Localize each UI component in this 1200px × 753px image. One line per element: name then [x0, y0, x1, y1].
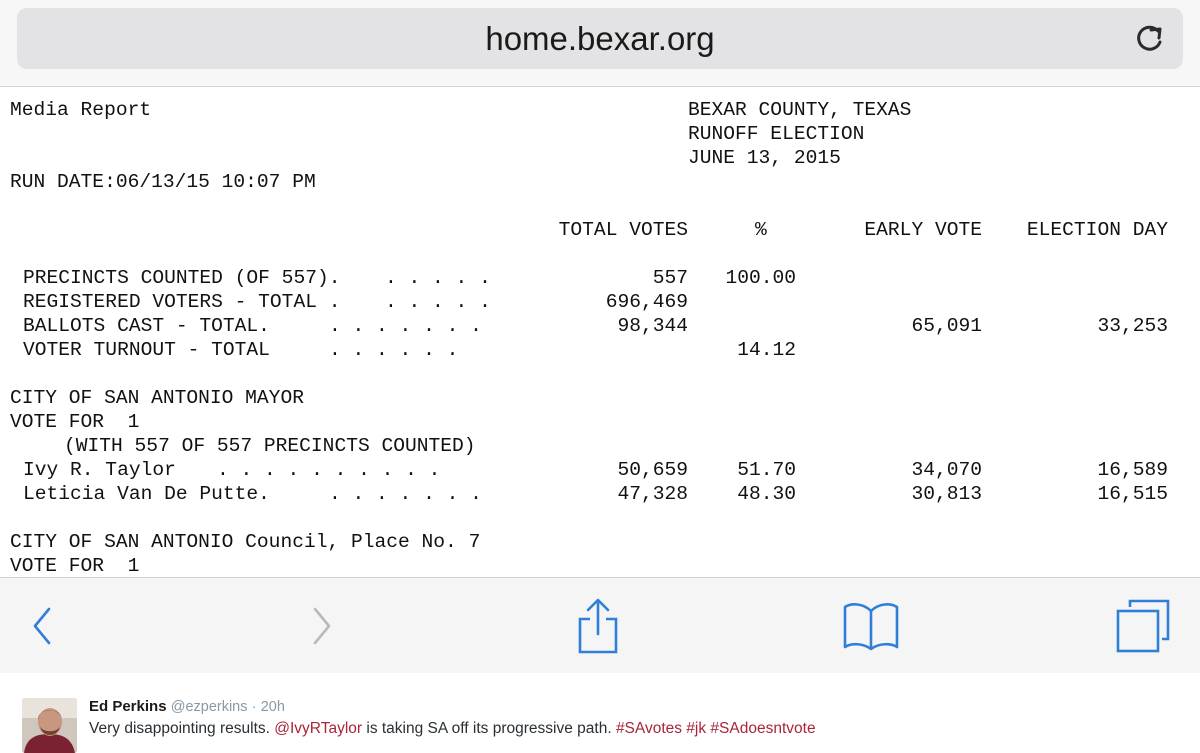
candidate-name: Ivy R. Taylor: [23, 459, 176, 481]
row-label: REGISTERED VOTERS - TOTAL .: [23, 291, 341, 313]
col-header-total-votes: TOTAL VOTES: [558, 219, 688, 241]
row-early: 65,091: [911, 315, 982, 337]
chevron-left-icon: [30, 606, 54, 646]
report-date: JUNE 13, 2015: [688, 147, 841, 169]
row-dots: . . . . . . .: [329, 483, 482, 505]
report-title: Media Report: [10, 99, 152, 121]
browser-toolbar: [0, 577, 1200, 673]
tweet-text-part: Very disappointing results.: [89, 720, 275, 737]
candidate-total: 50,659: [617, 459, 688, 481]
share-button[interactable]: [570, 578, 626, 673]
row-dots: . . . . . .: [329, 339, 459, 361]
row-total: 98,344: [617, 315, 688, 337]
candidate-pct: 51.70: [737, 459, 796, 481]
mayor-vote-for: VOTE FOR 1: [10, 411, 140, 433]
book-icon: [841, 599, 901, 653]
tweet-time[interactable]: 20h: [260, 699, 285, 715]
report-county: BEXAR COUNTY, TEXAS: [688, 99, 912, 121]
candidate-day: 16,515: [1097, 483, 1168, 505]
forward-button[interactable]: [300, 578, 344, 673]
row-pct: 100.00: [725, 267, 796, 289]
row-dots: . . . . . . .: [329, 315, 482, 337]
candidate-early: 34,070: [911, 459, 982, 481]
mayor-heading: CITY OF SAN ANTONIO MAYOR: [10, 387, 304, 409]
tweet-mention[interactable]: @IvyRTaylor: [274, 720, 363, 737]
candidate-name: Leticia Van De Putte.: [23, 483, 270, 505]
row-label: VOTER TURNOUT - TOTAL: [23, 339, 270, 361]
report-election: RUNOFF ELECTION: [688, 123, 865, 145]
row-dots: . . . . .: [385, 267, 491, 289]
chevron-right-icon: [310, 606, 334, 646]
tweet-text-part: is taking SA off its progressive path.: [362, 720, 616, 737]
tweet-hashtags[interactable]: #SAvotes #jk #SAdoesntvote: [615, 720, 816, 737]
row-dots: . . . . .: [385, 291, 491, 313]
row-label: BALLOTS CAST - TOTAL.: [23, 315, 270, 337]
candidate-total: 47,328: [617, 483, 688, 505]
back-button[interactable]: [20, 578, 64, 673]
row-total: 557: [652, 267, 688, 289]
col-header-early-vote: EARLY VOTE: [864, 219, 982, 241]
council-vote-for: VOTE FOR 1: [10, 555, 140, 577]
tweet-time-separator: ·: [251, 699, 257, 715]
tweet-author-handle[interactable]: @ezperkins: [170, 699, 248, 715]
candidate-early: 30,813: [911, 483, 982, 505]
mayor-precincts: (WITH 557 OF 557 PRECINCTS COUNTED): [64, 435, 476, 457]
report-run-date: RUN DATE:06/13/15 10:07 PM: [10, 171, 316, 193]
row-label: PRECINCTS COUNTED (OF 557).: [23, 267, 341, 289]
row-dots: . . . . . . . . . .: [217, 459, 441, 481]
report-document: [0, 87, 1200, 577]
tabs-button[interactable]: [1110, 578, 1176, 673]
bookmarks-button[interactable]: [838, 578, 904, 673]
row-pct: 14.12: [737, 339, 796, 361]
reload-icon[interactable]: [1131, 20, 1167, 56]
council-heading: CITY OF SAN ANTONIO Council, Place No. 7: [10, 531, 481, 553]
tweet-text: [89, 720, 816, 738]
tabs-icon: [1114, 597, 1172, 655]
share-icon: [575, 597, 621, 655]
tweet-header: [89, 698, 285, 715]
row-total: 696,469: [605, 291, 688, 313]
address-bar[interactable]: [17, 8, 1183, 69]
avatar[interactable]: [22, 698, 77, 753]
col-header-percent: %: [755, 219, 767, 241]
candidate-pct: 48.30: [737, 483, 796, 505]
tweet: [0, 673, 1200, 749]
url-text[interactable]: home.bexar.org: [485, 20, 715, 57]
candidate-day: 16,589: [1097, 459, 1168, 481]
tweet-author-name[interactable]: Ed Perkins: [89, 698, 167, 715]
row-day: 33,253: [1097, 315, 1168, 337]
col-header-election-day: ELECTION DAY: [1026, 219, 1168, 241]
browser-top-bar: [0, 0, 1200, 87]
